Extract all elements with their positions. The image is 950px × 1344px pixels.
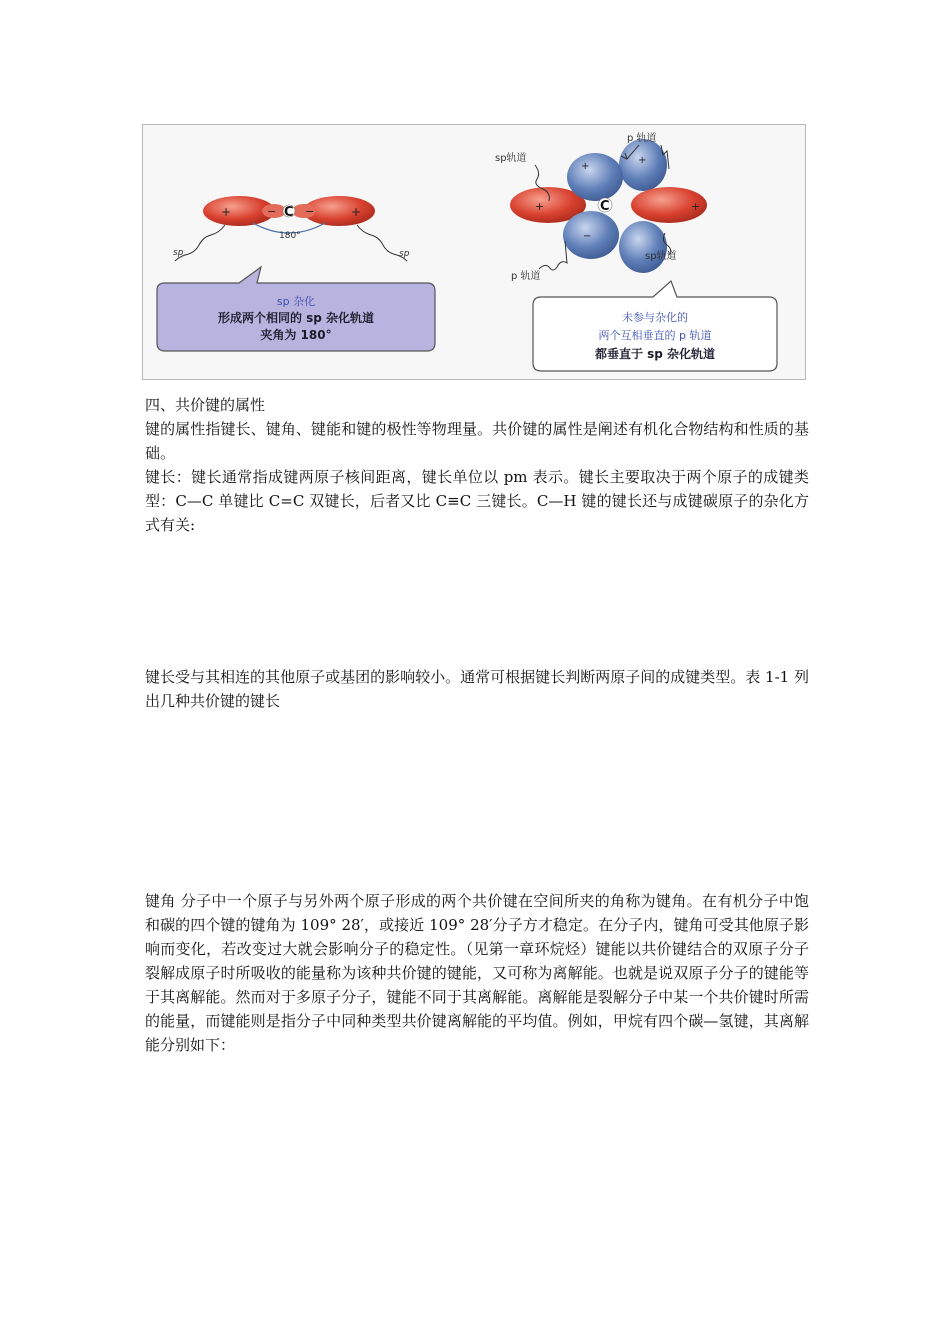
p-lobe-upper-front xyxy=(567,153,623,201)
left-callout xyxy=(157,267,435,351)
minus-sign-icon: − xyxy=(305,205,315,218)
callout-line-3: 夹角为 180° xyxy=(260,328,332,342)
sp-orbital-label-top: sp轨道 xyxy=(495,153,527,164)
minus-sign-icon: − xyxy=(267,205,277,218)
left-sp-orbitals xyxy=(173,196,410,261)
sp-orbital-label-bottom: sp轨道 xyxy=(645,251,677,262)
plus-sign-icon: + xyxy=(535,200,545,213)
pointer-squiggle xyxy=(539,241,567,270)
right-callout xyxy=(533,281,777,371)
callout-line-2: 形成两个相同的 sp 杂化轨道 xyxy=(217,311,375,325)
p-orbital-label-top: p 轨道 xyxy=(627,133,657,144)
p-lobe-lower-back xyxy=(619,221,667,273)
callout-right-line-1: 未参与杂化的 xyxy=(622,311,688,324)
section-heading: 四、共价键的属性 xyxy=(145,396,266,414)
plus-sign-icon: + xyxy=(638,155,647,166)
right-orbitals xyxy=(495,131,707,282)
sp-label-left: sp xyxy=(173,248,184,258)
plus-sign-icon: + xyxy=(691,200,701,213)
p-orbital-label-bottom: p 轨道 xyxy=(511,271,541,282)
plus-sign-icon: + xyxy=(351,205,362,219)
paragraph-bond-length: 键长：键长通常指成键两原子核间距离，键长单位以 pm 表示。键长主要取决于两个原子的成键类型：C—C 单键比 C=C 双键长，后者又比 C≡C 三键长。C—H 键的键长还与成键碳原子的杂化方式有关: xyxy=(145,468,809,534)
minus-sign-icon: − xyxy=(583,231,592,242)
paragraph-bond-angle-energy: 键角 分子中一个原子与另外两个原子形成的两个共价键在空间所夹的角称为键角。在有机分子中饱和碳的四个键的键角为 109° 28′，或接近 109° 28′分子方才稳定。在分子内，键角可受其他原子影响而变化，若改变过大就会影响分子的稳定性。（见第一章环烷烃）键能以共价键结合的双原子分子裂解成原子时所吸收的能量称为该种共价键的键能，又可称为离解能。也就是说双原子分子的键能等于其离解能。然而对于多原子分子，键能不同于其离解能。离解能是裂解分子中某一个共价键时所需的能量，而键能则是指分子中同种类型共价键离解能的平均值。例如，甲烷有四个碳—氢键，其离解能分别如下： xyxy=(145,892,809,1054)
callout-right-line-3: 都垂直于 sp 杂化轨道 xyxy=(594,347,716,361)
callout-title: sp 杂化 xyxy=(276,295,316,308)
paragraph-bond-properties: 键的属性指键长、键角、键能和键的极性等物理量。共价键的属性是阐述有机化合物结构和性质的基础。 xyxy=(145,420,809,462)
orbital-diagram xyxy=(143,125,806,380)
angle-label: 180° xyxy=(279,231,301,241)
paragraph-bond-length-table: 键长受与其相连的其他原子或基团的影响较小。通常可根据键长判断两原子间的成键类型。表 1-1 列出几种共价键的键长 xyxy=(145,668,809,710)
sp-hybridization-figure xyxy=(142,124,806,380)
plus-sign-icon: + xyxy=(581,161,590,172)
plus-sign-icon: + xyxy=(221,205,232,219)
callout-right-line-2: 两个互相垂直的 p 轨道 xyxy=(598,329,712,342)
carbon-label: C xyxy=(284,205,294,220)
carbon-label-right: C xyxy=(600,199,610,214)
sp-label-right: sp xyxy=(399,249,410,259)
